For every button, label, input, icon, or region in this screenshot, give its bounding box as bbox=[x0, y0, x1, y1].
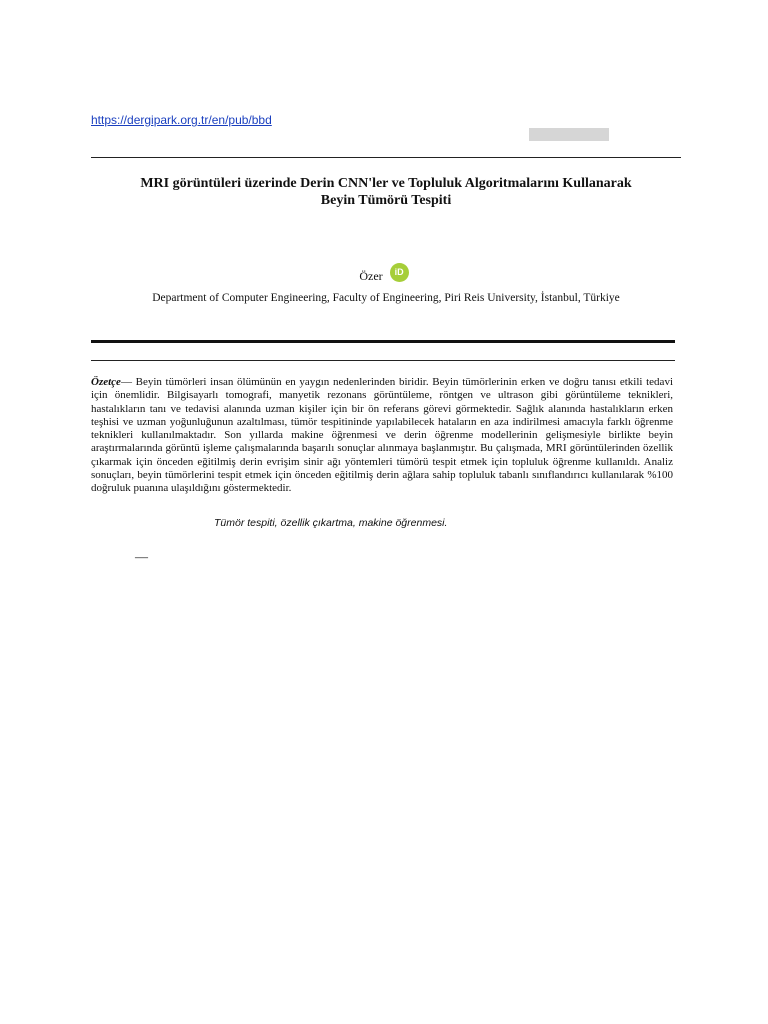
orcid-icon[interactable]: iD bbox=[390, 263, 409, 282]
header-divider bbox=[91, 157, 681, 158]
abstract-body: Beyin tümörleri insan ölümünün en yaygın nedenlerinden biridir. Beyin tümörlerinin erken ve doğru tanısı etkili tedavi için önemlidir. Bilgisayarlı tomografi, manyetik rezonans görüntüleme, röntgen ve ultrason gibi görüntüleme teknikleri, hastalıkların tanı ve tedavisi alanında uzman kişiler için bir ön referans görevi görmektedir. Sağlık alanında hastalıkların erken teşhisi ve uzman yoğunluğunun azaltılması, tümör tespitininde yapılabilecek hataların en aza indirilmesi amacıyla farklı öğrenme teknikleri kullanılmaktadır. Son yıllarda makine öğrenmesi ve derin öğrenme modellerinin gelişmesiyle birlikte beyin araştırmalarında görüntü işleme çalışmalarında başarılı sonuçlar alınmaya başlanmıştır. Bu çalışmada, MRI görüntülerinden özellik çıkarmak için önceden eğitilmiş derin evrişim sinir ağı yöntemleri tümörü tespit etmek için topluluk öğrenme kullanıldı. Analiz sonuçları, beyin tümörlerini tespit etmek için önceden eğitilmiş derin ağlara sahip topluluk tabanlı sınıflandırıcı kullanılarak %100 doğruluk puanına ulaşıldığını göstermektedir. bbox=[91, 376, 673, 495]
abstract-heading: Özetçe bbox=[91, 376, 121, 388]
section-divider-thin bbox=[91, 360, 675, 361]
paper-title-line-1: MRI görüntüleri üzerinde Derin CNN'ler ve Topluluk Algoritmalarını Kullanarak bbox=[140, 176, 632, 191]
trailing-dash: — bbox=[135, 549, 148, 564]
paper-title bbox=[91, 175, 681, 209]
author-affiliation: Department of Computer Engineering, Faculty of Engineering, Piri Reis University, İstanbul, Türkiye bbox=[152, 292, 620, 304]
author-name: Özer bbox=[359, 269, 383, 283]
author-row bbox=[0, 263, 768, 283]
section-divider-thick bbox=[91, 340, 675, 343]
redacted-block bbox=[529, 128, 609, 141]
paper-title-line-2: Beyin Tümörü Tespiti bbox=[320, 193, 452, 208]
abstract-separator: — bbox=[120, 376, 132, 388]
keywords: Tümör tespiti, özellik çıkartma, makine öğrenmesi. bbox=[214, 517, 448, 529]
journal-url-link[interactable]: https://dergipark.org.tr/en/pub/bbd bbox=[91, 113, 272, 127]
abstract bbox=[91, 376, 673, 496]
